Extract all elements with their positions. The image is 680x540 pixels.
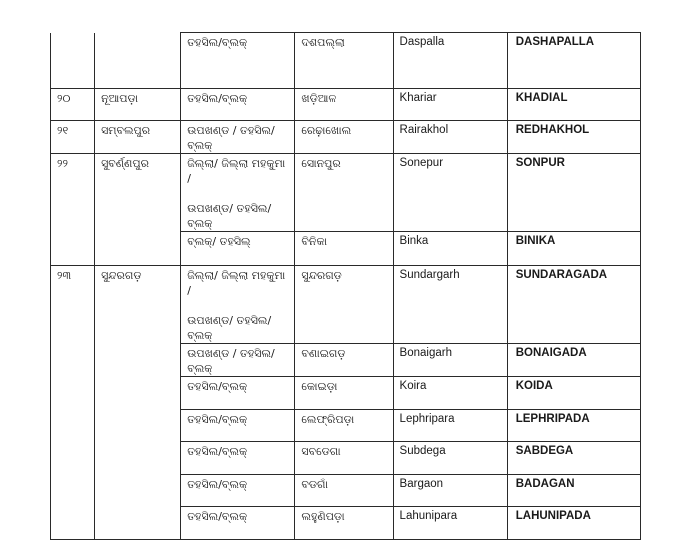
odia-name-cell: ବିନିକା xyxy=(295,232,393,266)
admin-type-cell: ଉପଖଣ୍ଡ / ତହସିଲ/ବ୍ଲକ୍ xyxy=(181,121,295,154)
transliteration-cell: KOIDA xyxy=(507,377,640,410)
admin-type-cell: ଉପଖଣ୍ଡ / ତହସିଲ/ବ୍ଲକ୍ xyxy=(181,344,295,377)
admin-type-cell: ତହସିଲ/ବ୍ଲକ୍ xyxy=(181,89,295,121)
odia-name-cell: ବଣାଇଗଡ଼ xyxy=(295,344,393,377)
transliteration-cell: KHADIAL xyxy=(507,89,640,121)
transliteration-cell: SONPUR xyxy=(507,154,640,232)
serial-cell: ୨୦ xyxy=(51,89,95,121)
odia-name-cell: ସୁନ୍ଦରଗଡ଼ xyxy=(295,266,393,344)
district-cell: ସୁନ୍ଦରଗଡ଼ xyxy=(95,266,181,540)
admin-type-cell: ବ୍ଲକ୍/ ତହସିଲ୍ xyxy=(181,232,295,266)
transliteration-cell: SUNDARAGADA xyxy=(507,266,640,344)
transliteration-cell: BONAIGADA xyxy=(507,344,640,377)
admin-type-cell: ତହସିଲ/ବ୍ଲକ୍ xyxy=(181,442,295,475)
district-cell xyxy=(95,33,181,89)
table-row xyxy=(51,89,641,121)
admin-type-cell: ତହସିଲ/ବ୍ଲକ୍ xyxy=(181,410,295,442)
serial-cell: ୨୧ xyxy=(51,121,95,154)
transliteration-cell: SABDEGA xyxy=(507,442,640,475)
odia-name-cell: ଲହୁଣିପଡ଼ା xyxy=(295,507,393,540)
transliteration-cell: LAHUNIPADA xyxy=(507,507,640,540)
transliteration-cell: LEPHRIPADA xyxy=(507,410,640,442)
district-cell: ସୁବର୍ଣ୍ଣପୁର xyxy=(95,154,181,266)
district-cell: ନୂଆପଡ଼ା xyxy=(95,89,181,121)
english-name-cell: Sundargarh xyxy=(393,266,507,344)
serial-cell xyxy=(51,33,95,89)
odia-name-cell: ରେଢ଼ାଖୋଲ xyxy=(295,121,393,154)
english-name-cell: Bargaon xyxy=(393,475,507,507)
admin-type-cell: ତହସିଲ/ବ୍ଲକ୍ xyxy=(181,33,295,89)
english-name-cell: Lephripara xyxy=(393,410,507,442)
serial-cell: ୨୩ xyxy=(51,266,95,540)
odia-name-cell: ଦଶପଲ୍ଲା xyxy=(295,33,393,89)
english-name-cell: Rairakhol xyxy=(393,121,507,154)
admin-type-cell: ତହସିଲ/ବ୍ଲକ୍ xyxy=(181,377,295,410)
table-row xyxy=(51,266,641,344)
odia-name-cell: ସୋନପୁର xyxy=(295,154,393,232)
transliteration-cell: BINIKA xyxy=(507,232,640,266)
english-name-cell: Subdega xyxy=(393,442,507,475)
odia-name-cell: ଖଡ଼ିଆଳ xyxy=(295,89,393,121)
odia-name-cell: ଲେଫ୍ରିପଡ଼ା xyxy=(295,410,393,442)
odia-name-cell: କୋଇଡ଼ା xyxy=(295,377,393,410)
table-row xyxy=(51,154,641,232)
odia-name-cell: ବଡଗାଁ xyxy=(295,475,393,507)
english-name-cell: Daspalla xyxy=(393,33,507,89)
admin-type-cell: ତହସିଲ/ବ୍ଲକ୍ xyxy=(181,475,295,507)
english-name-cell: Koira xyxy=(393,377,507,410)
english-name-cell: Bonaigarh xyxy=(393,344,507,377)
english-name-cell: Khariar xyxy=(393,89,507,121)
admin-type-cell: ଜିଲ୍ଲା/ ଜିଲ୍ଲା ମହକୁମା / ଉପଖଣ୍ଡ/ ତହସିଲ/ବ୍ଲକ୍ xyxy=(181,266,295,344)
odia-name-cell: ସବଡେଗା xyxy=(295,442,393,475)
table-row xyxy=(51,121,641,154)
english-name-cell: Binka xyxy=(393,232,507,266)
table-row xyxy=(51,33,641,89)
transliteration-cell: DASHAPALLA xyxy=(507,33,640,89)
transliteration-cell: BADAGAN xyxy=(507,475,640,507)
serial-cell: ୨୨ xyxy=(51,154,95,266)
place-names-table xyxy=(50,32,641,540)
admin-type-cell: ତହସିଲ/ବ୍ଲକ୍ xyxy=(181,507,295,540)
district-cell: ସମ୍ବଲପୁର xyxy=(95,121,181,154)
admin-type-cell: ଜିଲ୍ଲା/ ଜିଲ୍ଲା ମହକୁମା / ଉପଖଣ୍ଡ/ ତହସିଲ/ବ୍ଲକ୍ xyxy=(181,154,295,232)
english-name-cell: Lahunipara xyxy=(393,507,507,540)
english-name-cell: Sonepur xyxy=(393,154,507,232)
transliteration-cell: REDHAKHOL xyxy=(507,121,640,154)
